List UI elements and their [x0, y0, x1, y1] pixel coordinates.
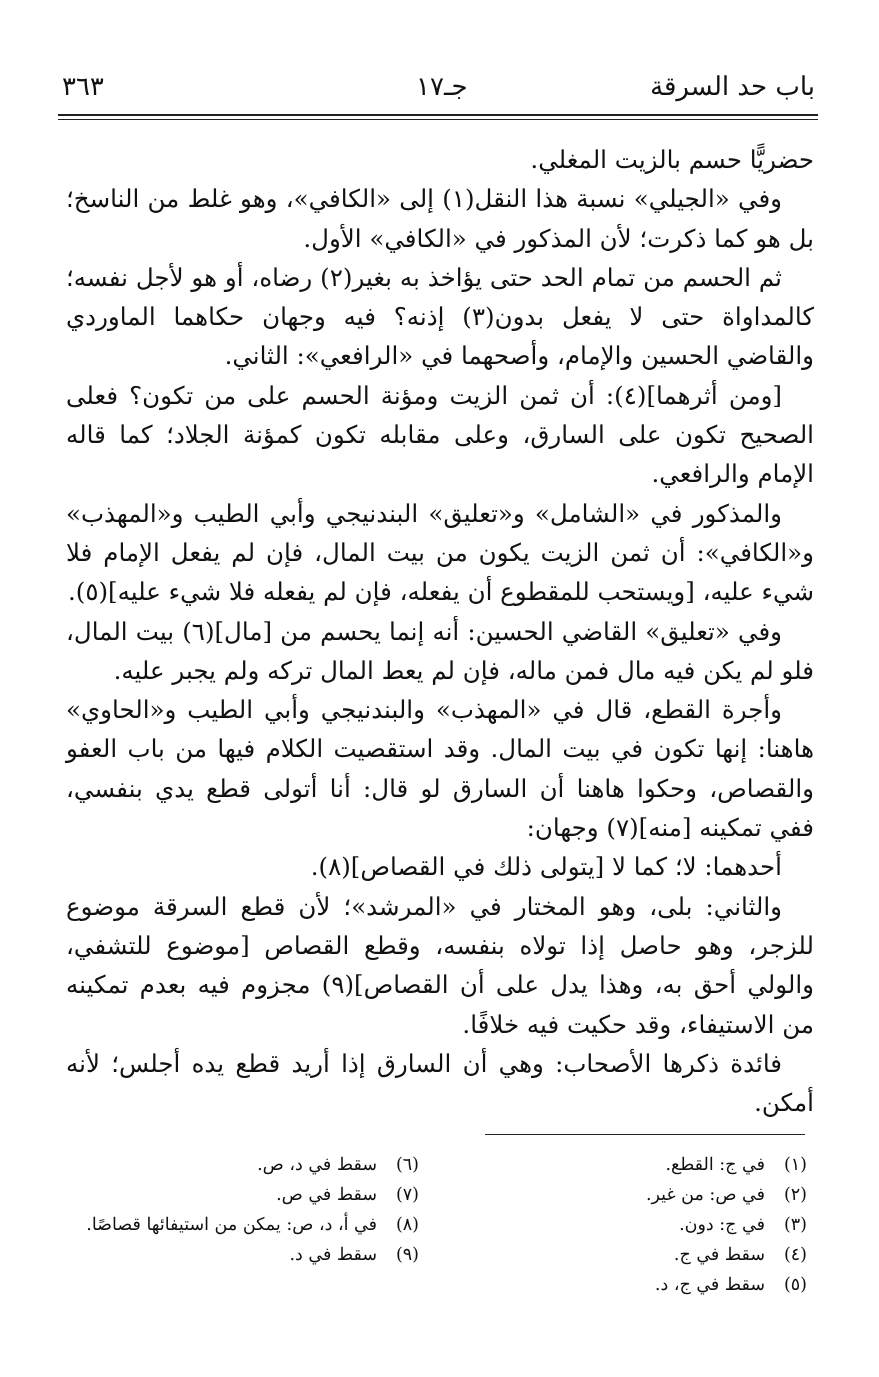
paragraph: ثم الحسم من تمام الحد حتى يؤاخذ به بغير(٢) رضاه، أو هو لأجل نفسه؛ كالمداواة حتى لا يفعل بدون(٣) إذنه؟ فيه وجهان حكاهما الماوردي والقاضي الحسين والإمام، وأصحهما في «الرافعي»: الثاني. — [66, 262, 814, 371]
footnote-number: (٣) — [783, 1215, 807, 1235]
footnote-number: (٤) — [783, 1245, 807, 1265]
paragraph: وفي «الجيلي» نسبة هذا النقل(١) إلى «الكافي»، وهو غلط من الناسخ؛ بل هو كما ذكرت؛ لأن المذكور في «الكافي» الأول. — [66, 184, 814, 253]
footnote-text: سقط في د. — [289, 1245, 377, 1265]
footnote-text: سقط في ج. — [673, 1245, 765, 1265]
page-header — [62, 58, 815, 110]
paragraph: حضريًّا حسم بالزيت المغلي. — [530, 145, 814, 174]
body-text — [66, 140, 814, 1122]
footnote — [447, 1240, 807, 1270]
footnote — [447, 1180, 807, 1210]
footnote-number: (٥) — [783, 1275, 807, 1295]
footnote — [447, 1270, 807, 1300]
footnote — [59, 1240, 419, 1270]
footnote-text: في ج: القطع. — [665, 1155, 765, 1175]
footnote-text: سقط في د، ص. — [257, 1155, 377, 1175]
footnote — [59, 1150, 419, 1180]
footnote-number: (٩) — [395, 1245, 419, 1265]
footnote-text: في ج: دون. — [679, 1215, 765, 1235]
footnotes-left-column — [59, 1150, 419, 1270]
footnote-number: (٧) — [395, 1185, 419, 1205]
footnote-text: في ص: من غير. — [645, 1185, 765, 1205]
paragraph: [ومن أثرهما](٤): أن ثمن الزيت ومؤنة الحسم على من تكون؟ فعلى الصحيح تكون على السارق، وعلى مقابله تكون كمؤنة الجلاد؛ كما قاله الإمام والرافعي. — [66, 380, 814, 489]
page-number: ٣٦٣ — [62, 72, 104, 102]
paragraph: والمذكور في «الشامل» و«تعليق» البندنيجي وأبي الطيب و«المهذب» و«الكافي»: أن ثمن الزيت يكون من بيت المال، فإن لم يفعل الإمام فلا شيء عليه، [ويستحب للمقطوع أن يفعله، فإن لم يفعله فلا شيء عليه](٥). — [66, 498, 814, 607]
footnote — [59, 1180, 419, 1210]
footnote-separator — [485, 1134, 805, 1135]
header-rule-thin — [58, 119, 818, 120]
paragraph: والثاني: بلى، وهو المختار في «المرشد»؛ لأن قطع السرقة موضوع للزجر، وهو حاصل إذا تولاه بنفسه، وقطع القصاص [موضوع للتشفي، والولي أحق به، وهذا يدل على أن القصاص](٩) مجزوم فيه بعدم تمكينه من الاستيفاء، وقد حكيت فيه خلافًا. — [66, 891, 814, 1039]
footnote-number: (٦) — [395, 1155, 419, 1175]
paragraph: أحدهما: لا؛ كما لا [يتولى ذلك في القصاص](٨). — [310, 852, 782, 882]
footnote — [59, 1210, 419, 1240]
header-rule — [58, 114, 818, 116]
paragraph: وأجرة القطع، قال في «المهذب» والبندنيجي وأبي الطيب و«الحاوي» هاهنا: إنها تكون في بيت المال. وقد استقصيت الكلام فيها من باب العفو والقصاص، وحكوا هاهنا أن السارق لو قال: أنا أتولى قطع يدي بنفسي، ففي تمكينه [منه](٧) وجهان: — [66, 695, 814, 843]
chapter-title: باب حد السرقة — [650, 72, 815, 102]
footnote-text: سقط في ص. — [276, 1185, 377, 1205]
volume-number: جـ١٧ — [416, 72, 468, 102]
footnote-text: سقط في ج، د. — [654, 1275, 765, 1295]
footnote — [447, 1210, 807, 1240]
footnote-number: (١) — [783, 1155, 807, 1175]
footnote-number: (٢) — [783, 1185, 807, 1205]
footnote — [447, 1150, 807, 1180]
footnote-text: في أ، د، ص: يمكن من استيفائها قصاصًا. — [86, 1215, 377, 1235]
footnote-number: (٨) — [395, 1215, 419, 1235]
footnotes-right-column — [447, 1150, 807, 1300]
paragraph: وفي «تعليق» القاضي الحسين: أنه إنما يحسم من [مال](٦) بيت المال، فلو لم يكن فيه مال فمن ماله، فإن لم يعط المال تركه ولم يجبر عليه. — [66, 616, 814, 685]
paragraph: فائدة ذكرها الأصحاب: وهي أن السارق إذا أريد قطع يده أجلس؛ لأنه أمكن. — [66, 1048, 814, 1118]
